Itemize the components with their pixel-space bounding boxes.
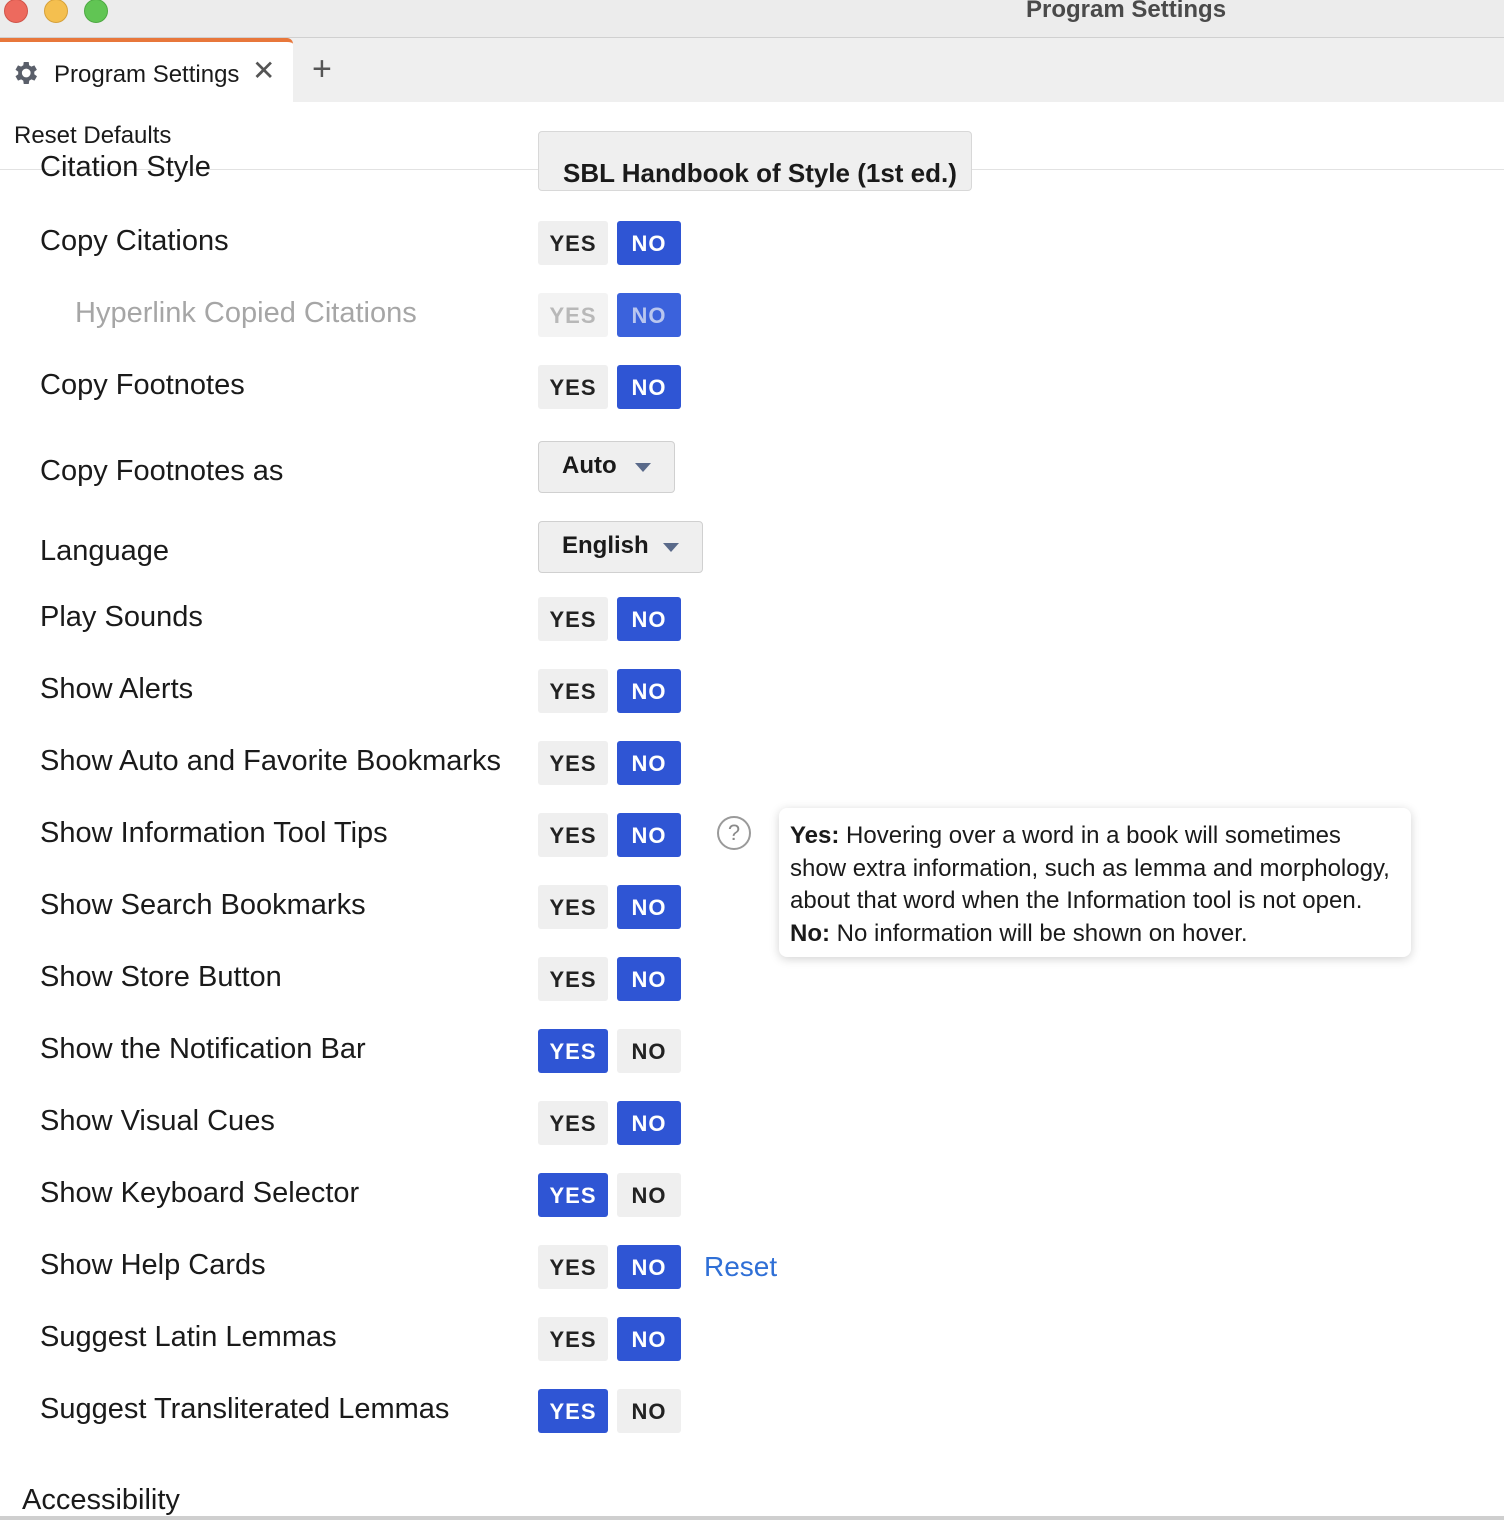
- setting-row: [0, 669, 1504, 713]
- setting-row: [0, 1317, 1504, 1361]
- setting-row: [0, 451, 1504, 495]
- scroll-edge: [0, 1516, 1504, 1520]
- setting-row: [0, 221, 1504, 265]
- setting-dropdown[interactable]: [538, 521, 703, 573]
- setting-label: Show the Notification Bar: [40, 1033, 366, 1065]
- close-window-button[interactable]: [4, 0, 28, 23]
- yes-button[interactable]: YES: [538, 1173, 608, 1217]
- setting-label: Suggest Transliterated Lemmas: [40, 1393, 450, 1425]
- setting-label: Show Auto and Favorite Bookmarks: [40, 745, 502, 777]
- yes-button[interactable]: YES: [538, 1317, 608, 1361]
- info-tooltip: [779, 808, 1411, 957]
- yes-button[interactable]: YES: [538, 1029, 608, 1073]
- minimize-window-button[interactable]: [44, 0, 68, 23]
- setting-row: [0, 741, 1504, 785]
- yes-button[interactable]: YES: [538, 1245, 608, 1289]
- no-button: NO: [617, 293, 681, 337]
- reset-help-cards-link[interactable]: Reset: [704, 1251, 778, 1282]
- tab-bar: [0, 38, 1504, 102]
- setting-row: [0, 597, 1504, 641]
- setting-row: [0, 293, 1504, 337]
- no-button[interactable]: NO: [617, 597, 681, 641]
- no-button[interactable]: NO: [617, 1317, 681, 1361]
- setting-row: [0, 957, 1504, 1001]
- setting-row: [0, 1029, 1504, 1073]
- yes-button[interactable]: YES: [538, 221, 608, 265]
- reset-defaults-button[interactable]: Reset Defaults: [14, 122, 172, 149]
- no-button[interactable]: NO: [617, 1173, 681, 1217]
- no-button[interactable]: NO: [617, 957, 681, 1001]
- setting-label: Language: [40, 535, 170, 567]
- setting-row: [0, 1173, 1504, 1217]
- setting-label: Show Help Cards: [40, 1249, 266, 1281]
- close-icon[interactable]: ✕: [252, 55, 276, 86]
- dropdown-value: English: [562, 532, 649, 559]
- tooltip-no-prefix: No:: [790, 919, 830, 947]
- setting-label: Copy Footnotes as: [40, 455, 284, 487]
- yes-button[interactable]: YES: [538, 1389, 608, 1433]
- yes-button: YES: [538, 293, 608, 337]
- zoom-window-button[interactable]: [84, 0, 108, 23]
- dropdown-value: SBL Handbook of Style (1st ed.): [563, 158, 957, 188]
- yes-button[interactable]: YES: [538, 365, 608, 409]
- citation-style-dropdown[interactable]: [538, 131, 972, 191]
- gear-icon: [10, 58, 40, 88]
- setting-label: Copy Citations: [40, 225, 229, 257]
- setting-label: Show Keyboard Selector: [40, 1177, 360, 1209]
- setting-row: [0, 365, 1504, 409]
- setting-label: Play Sounds: [40, 601, 203, 633]
- window-title: Program Settings: [1026, 0, 1227, 23]
- chevron-down-icon: [663, 543, 679, 552]
- setting-row: [0, 1389, 1504, 1433]
- setting-label: Show Store Button: [40, 961, 282, 993]
- setting-label: Show Visual Cues: [40, 1105, 275, 1137]
- setting-label: Show Search Bookmarks: [40, 889, 366, 921]
- tooltip-yes-text: Hovering over a word in a book will sometimes show extra information, such as lemma and morphology, about that word when the Information tool is not open.: [790, 822, 1390, 914]
- no-button[interactable]: NO: [617, 221, 681, 265]
- dropdown-value: Auto: [562, 452, 617, 479]
- setting-row: [0, 531, 1504, 575]
- no-button[interactable]: NO: [617, 1101, 681, 1145]
- tab-program-settings[interactable]: [0, 38, 293, 104]
- section-accessibility: Accessibility: [22, 1484, 180, 1516]
- plus-icon[interactable]: +: [312, 50, 332, 88]
- no-button[interactable]: NO: [617, 885, 681, 929]
- setting-row: [0, 1101, 1504, 1145]
- no-button[interactable]: NO: [617, 1029, 681, 1073]
- setting-label: Suggest Latin Lemmas: [40, 1321, 337, 1353]
- no-button[interactable]: NO: [617, 813, 681, 857]
- setting-label: Show Alerts: [40, 673, 194, 705]
- no-button[interactable]: NO: [617, 1245, 681, 1289]
- no-button[interactable]: NO: [617, 1389, 681, 1433]
- yes-button[interactable]: YES: [538, 885, 608, 929]
- setting-label: Show Information Tool Tips: [40, 817, 388, 849]
- setting-label: Citation Style: [40, 151, 211, 183]
- setting-label: Copy Footnotes: [40, 369, 245, 401]
- yes-button[interactable]: YES: [538, 597, 608, 641]
- yes-button[interactable]: YES: [538, 957, 608, 1001]
- no-button[interactable]: NO: [617, 365, 681, 409]
- yes-button[interactable]: YES: [538, 669, 608, 713]
- setting-label: Hyperlink Copied Citations: [75, 297, 417, 329]
- help-icon[interactable]: ?: [717, 816, 751, 850]
- setting-row: [0, 1245, 1504, 1289]
- yes-button[interactable]: YES: [538, 1101, 608, 1145]
- chevron-down-icon: [635, 463, 651, 472]
- no-button[interactable]: NO: [617, 741, 681, 785]
- yes-button[interactable]: YES: [538, 813, 608, 857]
- tab-label: Program Settings: [54, 61, 240, 88]
- yes-button[interactable]: YES: [538, 741, 608, 785]
- setting-dropdown[interactable]: [538, 441, 675, 493]
- tooltip-yes-prefix: Yes:: [790, 822, 840, 849]
- tooltip-no-text: No information will be shown on hover.: [829, 919, 1248, 947]
- no-button[interactable]: NO: [617, 669, 681, 713]
- title-bar: [0, 0, 1504, 38]
